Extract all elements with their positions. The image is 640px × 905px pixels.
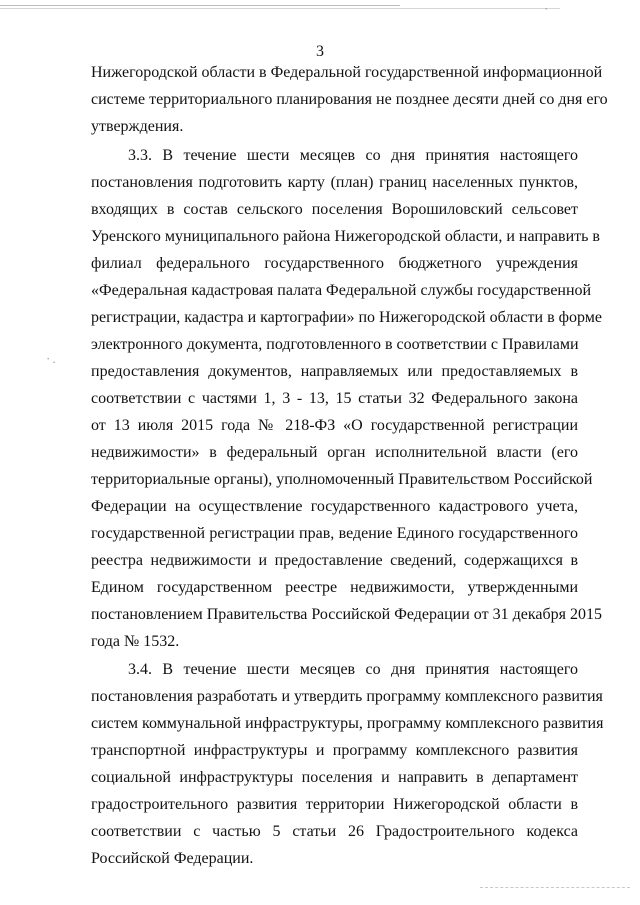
text-line: реестра недвижимости и предоставление сведений, содержащихся в [91, 552, 578, 569]
text-line: предоставления документов, направляемых или предоставляемых в [91, 363, 578, 380]
scan-bottom-line [480, 887, 630, 888]
margin-mark: ·. [46, 351, 58, 366]
text-line: системе территориального планирования не позднее десяти дней со дня его [91, 91, 608, 108]
text-line: входящих в состав сельского поселения Ворошиловский сельсовет [91, 201, 578, 218]
scan-corner-mark: · [544, 1, 549, 16]
text-line: соответствии с частью 5 статьи 26 Градостроительного кодекса [91, 823, 578, 840]
text-line: Уренского муниципального района Нижегородской области, и направить в [91, 228, 600, 245]
text-line: градостроительного развития территории Нижегородской области в [91, 796, 578, 813]
text-line: государственной регистрации прав, ведение Единого государственного [91, 525, 578, 542]
text-line: от 13 июля 2015 года № 218-ФЗ «О государственной регистрации [91, 417, 578, 434]
paragraph-3-3-first-line: 3.3. В течение шести месяцев со дня принятия настоящего [128, 147, 578, 164]
text-line: соответствии с частями 1, 3 - 13, 15 статьи 32 Федерального закона [91, 390, 578, 407]
text-line: Нижегородской области в Федеральной государственной информационной [91, 64, 603, 81]
text-line: регистрации, кадастра и картографии» по Нижегородской области в форме [91, 309, 602, 326]
text-line: электронного документа, подготовленного в соответствии с Правилами [91, 336, 579, 353]
scan-top-line-secondary [0, 8, 560, 9]
text-line: социальной инфраструктуры поселения и направить в департамент [91, 769, 578, 786]
text-line: Российской Федерации. [91, 850, 254, 867]
text-line: Федерации на осуществление государственного кадастрового учета, [91, 498, 578, 515]
page-number: 3 [316, 43, 324, 60]
text-line: транспортной инфраструктуры и программу комплексного развития [91, 742, 578, 759]
text-line: утверждения. [91, 118, 184, 135]
text-line: Едином государственном реестре недвижимости, утвержденными [91, 579, 578, 596]
paragraph-3-4-first-line: 3.4. В течение шести месяцев со дня принятия настоящего [128, 661, 578, 678]
text-line: недвижимости» в федеральный орган исполнительной власти (его [91, 444, 578, 461]
text-line: систем коммунальной инфраструктуры, программу комплексного развития [91, 715, 604, 732]
text-line: года № 1532. [91, 633, 180, 650]
text-line: постановления разработать и утвердить программу комплексного развития [91, 688, 603, 705]
scan-top-line [0, 5, 400, 6]
text-line: «Федеральная кадастровая палата Федеральной службы государственной [91, 282, 592, 299]
text-line: постановлением Правительства Российской Федерации от 31 декабря 2015 [91, 606, 602, 623]
text-line: филиал федерального государственного бюджетного учреждения [91, 255, 578, 272]
text-line: постановления подготовить карту (план) границ населенных пунктов, [91, 174, 578, 191]
text-line: территориальные органы), уполномоченный Правительством Российской [91, 471, 593, 488]
